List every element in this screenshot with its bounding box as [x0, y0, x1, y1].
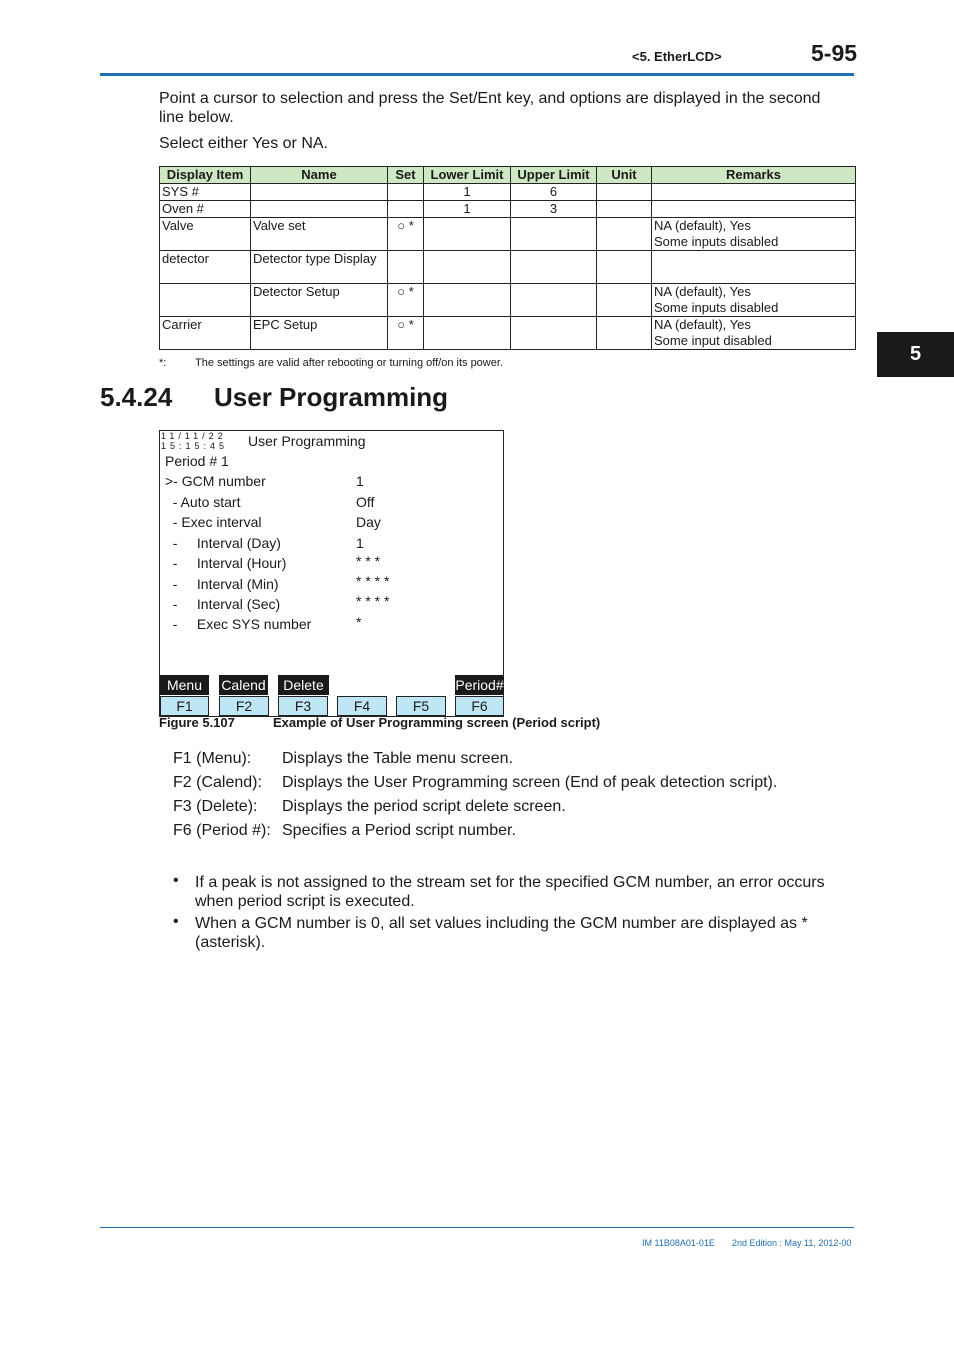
header-rule — [100, 73, 854, 76]
softkey-menu[interactable]: Menu — [160, 675, 209, 695]
f6-key[interactable]: F6 — [455, 696, 504, 716]
screen-row-value: 1 — [356, 535, 364, 551]
cell-lower-limit: 1 — [424, 184, 511, 201]
footnote-mark: *: — [159, 357, 167, 369]
table-row — [160, 251, 856, 284]
cell-unit — [597, 284, 652, 317]
lcd-screen — [159, 430, 504, 717]
column-header: Unit — [597, 167, 652, 184]
column-header: Upper Limit — [511, 167, 597, 184]
cell-unit — [597, 251, 652, 284]
figure-caption: Example of User Programming screen (Period script) — [273, 715, 601, 730]
settings-table — [159, 166, 856, 350]
screen-row-value: * * * * — [356, 593, 390, 609]
cell-name: EPC Setup — [251, 317, 388, 350]
bullet-item: When a GCM number is 0, all set values including the GCM number are displayed as * (asterisk). — [195, 915, 808, 951]
screen-row-label[interactable]: - Interval (Min) — [165, 576, 279, 592]
cell-display-item: Valve — [160, 218, 251, 251]
cell-unit — [597, 201, 652, 218]
screen-row-value: * — [356, 614, 362, 630]
column-header: Remarks — [652, 167, 856, 184]
desc-text: Displays the User Programming screen (End of peak detection script). — [282, 774, 778, 791]
screen-row-label[interactable]: >- GCM number — [165, 473, 266, 489]
table-row — [160, 284, 856, 317]
cell-set: ○ * — [388, 284, 424, 317]
cell-set: ○ * — [388, 218, 424, 251]
remarks-line: Some inputs disabled — [654, 234, 779, 249]
chapter-tab: 5 — [877, 332, 954, 377]
column-header: Set — [388, 167, 424, 184]
screen-period: Period # 1 — [165, 453, 229, 469]
cell-lower-limit — [424, 284, 511, 317]
cell-unit — [597, 218, 652, 251]
softkey-period[interactable]: Period# — [455, 677, 504, 693]
running-header: <5. EtherLCD> — [632, 49, 722, 64]
cell-display-item — [160, 284, 251, 317]
cell-remarks — [652, 284, 856, 317]
screen-row-label[interactable]: - Interval (Sec) — [165, 596, 281, 612]
screen-row-label[interactable]: - Exec interval — [165, 514, 262, 530]
f1-key[interactable]: F1 — [160, 696, 209, 716]
column-header: Lower Limit — [424, 167, 511, 184]
table-row — [160, 317, 856, 350]
cell-lower-limit: 1 — [424, 201, 511, 218]
cell-upper-limit — [511, 251, 597, 284]
cell-upper-limit — [511, 284, 597, 317]
intro-paragraph: Point a cursor to selection and press the Set/Ent key, and options are displayed in the second line below. — [159, 90, 821, 126]
table-row — [160, 218, 856, 251]
cell-set — [388, 201, 424, 218]
remarks-line: Some input disabled — [654, 333, 772, 348]
bullet-item: If a peak is not assigned to the stream set for the specified GCM number, an error occurs when period script is executed. — [195, 874, 825, 910]
cell-name: Valve set — [251, 218, 388, 251]
cell-lower-limit — [424, 218, 511, 251]
desc-key: F1 (Menu): — [173, 750, 252, 767]
cell-remarks — [652, 184, 856, 201]
bullet-marker: • — [173, 913, 179, 930]
cell-display-item: detector — [160, 251, 251, 284]
screen-row-value: Day — [356, 514, 381, 530]
desc-key: F3 (Delete): — [173, 798, 258, 815]
cell-set — [388, 251, 424, 284]
cell-set — [388, 184, 424, 201]
cell-display-item: Carrier — [160, 317, 251, 350]
table-header-row — [160, 167, 856, 184]
cell-unit — [597, 317, 652, 350]
column-header: Display Item — [160, 167, 251, 184]
cell-upper-limit: 3 — [511, 201, 597, 218]
cell-lower-limit — [424, 251, 511, 284]
screen-title: User Programming — [248, 433, 366, 449]
f5-key[interactable]: F5 — [396, 696, 446, 716]
remarks-line: NA (default), Yes — [654, 218, 751, 233]
desc-text: Specifies a Period script number. — [282, 822, 516, 839]
cell-unit — [597, 184, 652, 201]
section-title: User Programming — [214, 382, 449, 412]
screen-row-value: * * * * — [356, 573, 390, 589]
footer-rule — [100, 1227, 854, 1228]
screen-row-value: 1 — [356, 473, 364, 489]
cell-upper-limit: 6 — [511, 184, 597, 201]
screen-time: 15:15:45 — [161, 441, 229, 451]
cell-lower-limit — [424, 317, 511, 350]
remarks-line: Some inputs disabled — [654, 300, 779, 315]
softkey-calend[interactable]: Calend — [219, 675, 268, 695]
bullet-marker: • — [173, 872, 179, 889]
screen-row-value: Off — [356, 494, 375, 510]
page-number: 5-95 — [811, 40, 858, 66]
cell-set: ○ * — [388, 317, 424, 350]
section-number: 5.4.24 — [100, 382, 173, 412]
screen-row-label[interactable]: - Auto start — [165, 494, 241, 510]
cell-name: Detector Setup — [251, 284, 388, 317]
screen-row-value: * * * — [356, 553, 381, 569]
footer-doc-id: IM 11B08A01-01E — [642, 1238, 715, 1248]
cell-name — [251, 201, 388, 218]
desc-text: Displays the period script delete screen. — [282, 798, 566, 815]
desc-key: F6 (Period #): — [173, 822, 271, 839]
cell-name: Detector type Display — [251, 251, 388, 284]
remarks-line: NA (default), Yes — [654, 284, 751, 299]
cell-display-item: SYS # — [160, 184, 251, 201]
table-row — [160, 201, 856, 218]
cell-upper-limit — [511, 218, 597, 251]
softkey-delete[interactable]: Delete — [278, 675, 329, 695]
f2-key[interactable]: F2 — [219, 696, 269, 716]
table-row — [160, 184, 856, 201]
f4-key[interactable]: F4 — [337, 696, 387, 716]
cell-remarks — [652, 218, 856, 251]
cell-upper-limit — [511, 317, 597, 350]
footnote-text: The settings are valid after rebooting or turning off/on its power. — [195, 357, 503, 369]
screen-date: 11/11/22 — [161, 431, 227, 441]
remarks-line: NA (default), Yes — [654, 317, 751, 332]
cell-display-item: Oven # — [160, 201, 251, 218]
screen-row-label[interactable]: - Interval (Hour) — [165, 555, 287, 571]
desc-text: Displays the Table menu screen. — [282, 750, 513, 767]
cell-remarks — [652, 201, 856, 218]
screen-row-label[interactable]: - Interval (Day) — [165, 535, 281, 551]
footer-edition: 2nd Edition : May 11, 2012-00 — [732, 1238, 852, 1248]
column-header: Name — [251, 167, 388, 184]
cell-name — [251, 184, 388, 201]
screen-row-label[interactable]: - Exec SYS number — [165, 616, 312, 632]
desc-key: F2 (Calend): — [173, 774, 262, 791]
cell-remarks — [652, 251, 856, 284]
f3-key[interactable]: F3 — [278, 696, 328, 716]
figure-number: Figure 5.107 — [159, 715, 235, 730]
cell-remarks — [652, 317, 856, 350]
intro-select-paragraph: Select either Yes or NA. — [159, 135, 328, 152]
